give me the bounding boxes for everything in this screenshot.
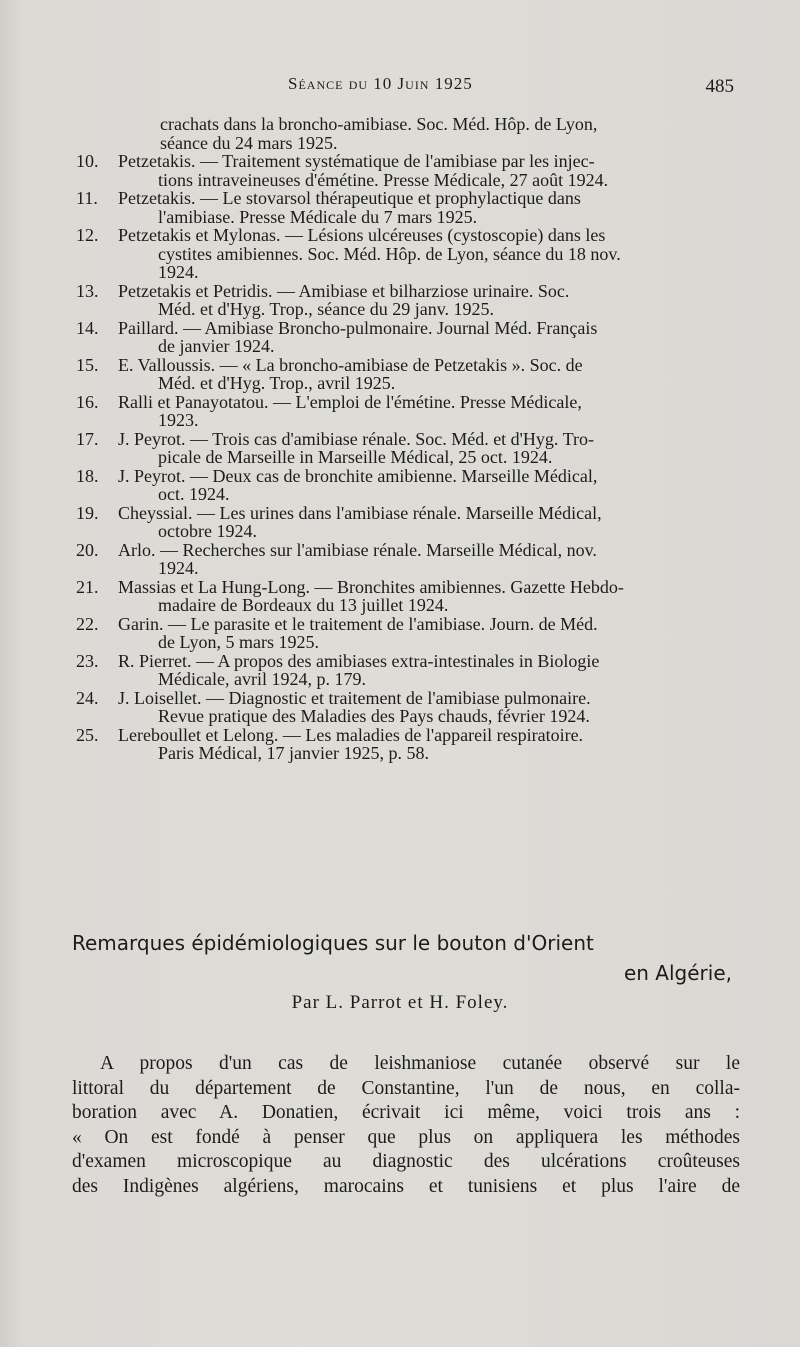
- reference-line: Garin. — Le parasite et le traitement de l'amibiase. Journ. de Méd.: [118, 613, 598, 634]
- reference-line: crachats dans la broncho-amibiase. Soc. Méd. Hôp. de Lyon,: [160, 114, 598, 134]
- reference-number: 24.: [76, 687, 99, 708]
- reference-number: 14.: [76, 317, 99, 338]
- reference-text: [118, 652, 736, 689]
- reference-number: 20.: [76, 539, 99, 560]
- reference-line: de Lyon, 5 mars 1925.: [158, 632, 319, 652]
- reference-text: [118, 393, 736, 430]
- reference-line: Petzetakis. — Le stovarsol thérapeutique et prophylactique dans: [118, 188, 581, 208]
- reference-line: Lereboullet et Lelong. — Les maladies de l'appareil respiratoire.: [118, 724, 584, 745]
- reference-line: J. Loisellet. — Diagnostic et traitement de l'amibiase pulmonaire.: [118, 687, 591, 708]
- reference-item: [76, 615, 736, 652]
- reference-number: 16.: [76, 391, 99, 412]
- reference-line: picale de Marseille in Marseille Médical, 25 oct. 1924.: [158, 447, 553, 467]
- reference-item: [76, 467, 736, 504]
- reference-text: [118, 467, 736, 504]
- reference-text: [118, 356, 736, 393]
- reference-item: [76, 541, 736, 578]
- reference-number: 12.: [76, 225, 99, 245]
- reference-line: Petzetakis et Petridis. — Amibiase et bilharziose urinaire. Soc.: [118, 280, 570, 301]
- reference-line: J. Peyrot. — Trois cas d'amibiase rénale. Soc. Méd. et d'Hyg. Tro-: [118, 428, 594, 449]
- reference-line: cystites amibiennes. Soc. Méd. Hôp. de Lyon, séance du 18 nov.: [158, 243, 621, 264]
- reference-line: de janvier 1924.: [158, 336, 275, 356]
- reference-item: [76, 430, 736, 467]
- article-title-line: en Algérie,: [623, 961, 732, 985]
- reference-text: [118, 226, 736, 282]
- reference-text: [118, 430, 736, 467]
- reference-text: [118, 282, 736, 319]
- reference-line: Cheyssial. — Les urines dans l'amibiase rénale. Marseille Médical,: [118, 502, 602, 523]
- reference-line: madaire de Bordeaux du 13 juillet 1924.: [158, 595, 449, 615]
- reference-number: 18.: [76, 465, 99, 486]
- article-body: [72, 1052, 740, 1199]
- reference-line: Médicale, avril 1924, p. 179.: [158, 669, 366, 689]
- reference-number: 17.: [76, 428, 99, 449]
- reference-line: Ralli et Panayotatou. — L'emploi de l'émétine. Presse Médicale,: [118, 391, 582, 412]
- article-byline: Par L. Parrot et H. Foley.: [291, 992, 509, 1013]
- reference-line: séance du 24 mars 1925.: [160, 132, 338, 153]
- reference-line: Arlo. — Recherches sur l'amibiase rénale. Marseille Médical, nov.: [118, 539, 597, 560]
- running-head: Séance du 10 Juin 1925: [288, 74, 473, 93]
- reference-text: [118, 189, 736, 226]
- reference-line: Méd. et d'Hyg. Trop., avril 1925.: [158, 373, 396, 393]
- reference-number: 10.: [76, 151, 99, 171]
- reference-item: [76, 652, 736, 689]
- reference-item: [76, 189, 736, 226]
- reference-item: [76, 504, 736, 541]
- reference-number: 22.: [76, 613, 99, 634]
- reference-text: [118, 541, 736, 578]
- reference-line: Paillard. — Amibiase Broncho-pulmonaire. Journal Méd. Français: [118, 317, 598, 338]
- reference-line: E. Valloussis. — « La broncho-amibiase de Petzetakis ». Soc. de: [118, 354, 583, 375]
- reference-line: J. Peyrot. — Deux cas de bronchite amibienne. Marseille Médical,: [118, 465, 598, 486]
- reference-text: [118, 152, 736, 189]
- reference-number: 15.: [76, 354, 99, 375]
- reference-text: [118, 615, 736, 652]
- reference-text: [118, 319, 736, 356]
- reference-item: [76, 226, 736, 282]
- reference-line: 1924.: [158, 558, 199, 578]
- article-title: [72, 928, 732, 988]
- reference-item: [76, 689, 736, 726]
- reference-number: 21.: [76, 576, 99, 597]
- reference-item: [76, 319, 736, 356]
- page-header: [0, 74, 800, 98]
- reference-number: 23.: [76, 650, 99, 671]
- reference-line: Méd. et d'Hyg. Trop., séance du 29 janv. 1925.: [158, 299, 495, 319]
- reference-line: tions intraveineuses d'émétine. Presse Médicale, 27 août 1924.: [158, 169, 609, 190]
- reference-text: [118, 689, 736, 726]
- article-title-line: Remarques épidémiologiques sur le bouton d'Orient: [72, 931, 594, 955]
- reference-number: 19.: [76, 502, 99, 523]
- reference-item: [76, 393, 736, 430]
- reference-line: l'amibiase. Presse Médicale du 7 mars 1925.: [158, 206, 478, 227]
- page-number: 485: [705, 76, 734, 97]
- reference-number: 11.: [76, 188, 98, 208]
- reference-line: Revue pratique des Maladies des Pays chauds, février 1924.: [158, 706, 590, 726]
- body-line: boration avec A. Donatien, écrivait ici même, voici trois ans :: [72, 1102, 740, 1123]
- reference-line: Petzetakis. — Traitement systématique de l'amibiase par les injec-: [118, 151, 595, 171]
- reference-item: [76, 282, 736, 319]
- body-line: A propos d'un cas de leishmaniose cutanée observé sur le: [100, 1053, 740, 1074]
- body-line: des Indigènes algériens, marocains et tunisiens et plus l'aire de: [72, 1175, 740, 1197]
- reference-number: 13.: [76, 280, 99, 301]
- reference-text: [118, 726, 736, 763]
- body-line: d'examen microscopique au diagnostic des ulcérations croûteuses: [72, 1151, 740, 1172]
- body-line: « On est fondé à penser que plus on appliquera les méthodes: [72, 1126, 740, 1148]
- reference-line: oct. 1924.: [158, 484, 230, 504]
- reference-line: Massias et La Hung-Long. — Bronchites amibiennes. Gazette Hebdo-: [118, 576, 624, 597]
- reference-number: 25.: [76, 724, 99, 745]
- reference-line: octobre 1924.: [158, 521, 257, 541]
- reference-line: 1924.: [158, 262, 199, 282]
- reference-line: R. Pierret. — A propos des amibiases extra-intestinales in Biologie: [118, 650, 600, 671]
- reference-continuation: [76, 115, 736, 152]
- reference-line: Paris Médical, 17 janvier 1925, p. 58.: [158, 743, 429, 763]
- reference-list: [76, 115, 736, 763]
- reference-item: [76, 356, 736, 393]
- reference-line: 1923.: [158, 410, 199, 430]
- reference-text: [118, 578, 736, 615]
- body-line: littoral du département de Constantine, l'un de nous, en colla-: [72, 1077, 740, 1099]
- reference-text: [118, 504, 736, 541]
- reference-item: [76, 152, 736, 189]
- reference-item: [76, 578, 736, 615]
- reference-line: Petzetakis et Mylonas. — Lésions ulcéreuses (cystoscopie) dans les: [118, 225, 606, 245]
- reference-item: [76, 726, 736, 763]
